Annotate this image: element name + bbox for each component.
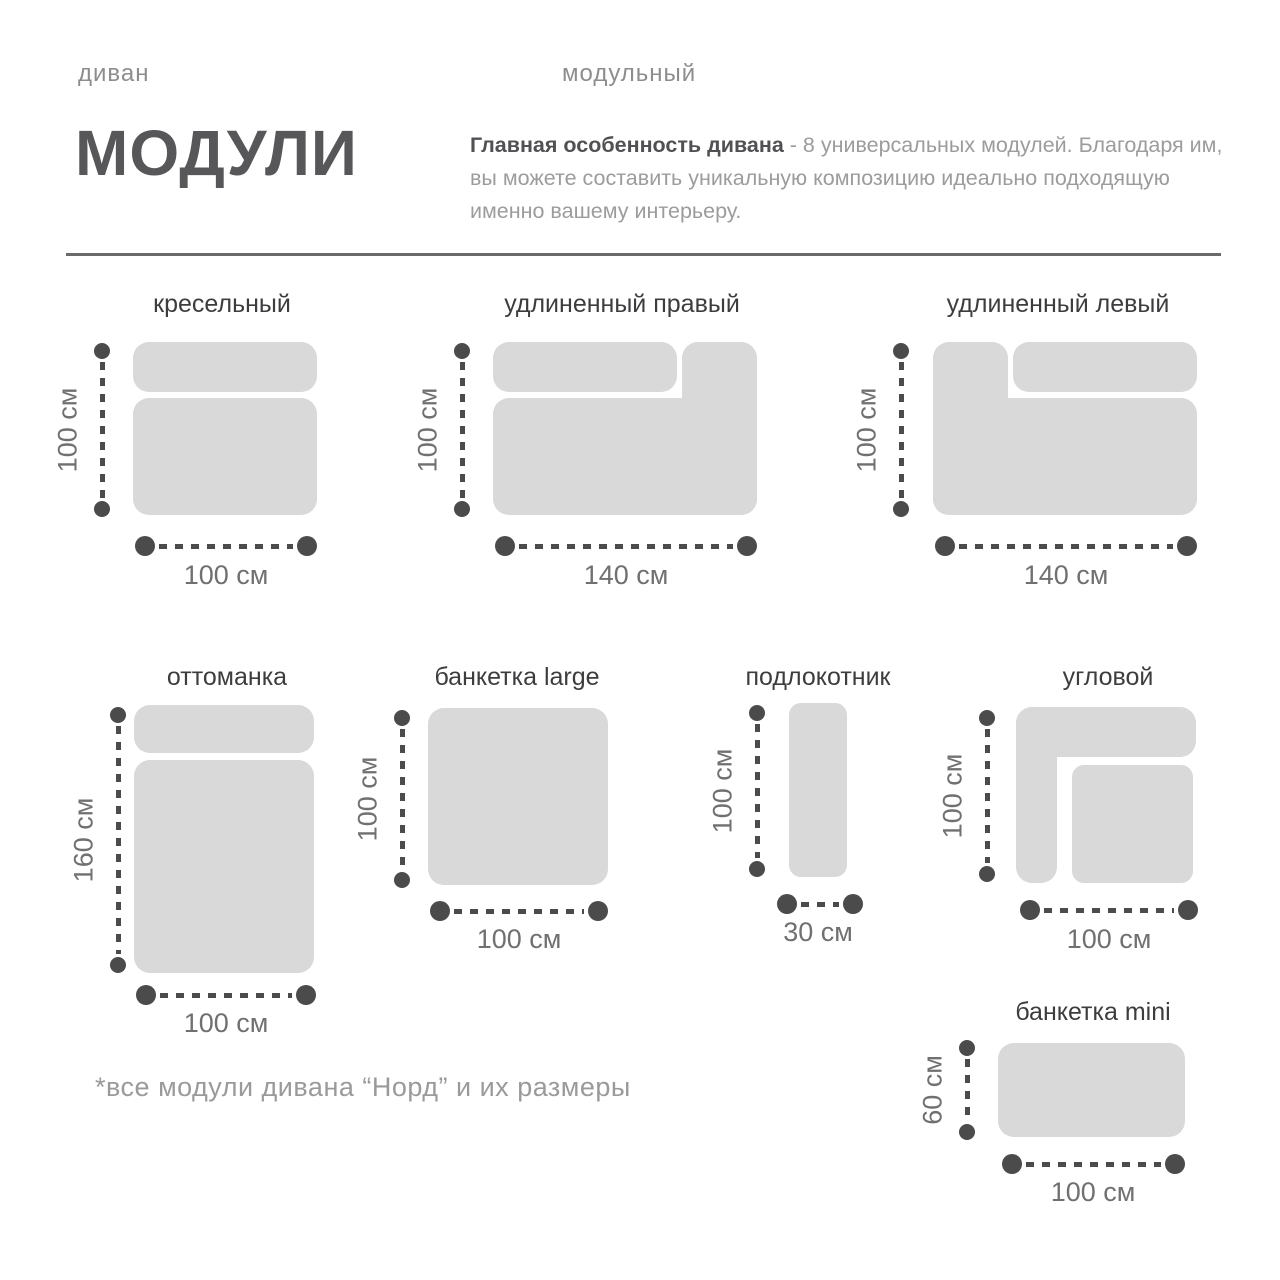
dashed-line bbox=[1026, 1162, 1161, 1167]
height-label: 100 см bbox=[412, 387, 443, 473]
seat-shape bbox=[133, 398, 317, 515]
dimension-dot bbox=[394, 710, 410, 726]
dimension-dot bbox=[495, 536, 515, 556]
width-label: 140 см bbox=[1023, 560, 1109, 590]
vertical-dimension bbox=[747, 705, 767, 877]
dashed-line bbox=[400, 729, 405, 869]
description-lead: Главная особенность дивана bbox=[470, 133, 784, 157]
module-title-ottomanka: оттоманка bbox=[166, 663, 288, 691]
dimension-dot bbox=[454, 501, 470, 517]
horizontal-dimension bbox=[135, 536, 317, 556]
horizontal-dimension bbox=[430, 901, 608, 921]
dimension-dot bbox=[454, 343, 470, 359]
backrest-shape bbox=[493, 342, 677, 392]
seat-shape bbox=[134, 760, 314, 973]
dimension-dot bbox=[110, 707, 126, 723]
dimension-dot bbox=[588, 901, 608, 921]
dashed-line bbox=[965, 1059, 970, 1121]
dimension-dot bbox=[110, 957, 126, 973]
dimension-dot bbox=[1165, 1154, 1185, 1174]
dimension-dot bbox=[297, 536, 317, 556]
seat-shape bbox=[428, 708, 608, 885]
dimension-dot bbox=[959, 1124, 975, 1140]
backrest-shape bbox=[133, 342, 317, 392]
width-label: 140 см bbox=[583, 560, 669, 590]
corner-seat-shape bbox=[1072, 765, 1193, 883]
height-label: 160 см bbox=[68, 797, 99, 883]
horizontal-dimension bbox=[777, 894, 863, 914]
module-title-udlinenny-pravy: удлиненный правый bbox=[504, 290, 740, 318]
dimension-dot bbox=[94, 501, 110, 517]
dashed-line bbox=[159, 544, 293, 549]
vertical-dimension bbox=[392, 710, 412, 888]
page-title: МОДУЛИ bbox=[75, 117, 358, 189]
horizontal-dimension bbox=[495, 536, 757, 556]
height-label: 100 см bbox=[851, 387, 882, 473]
module-title-banketka-mini: банкетка mini bbox=[1015, 998, 1171, 1026]
horizontal-dimension bbox=[935, 536, 1197, 556]
dashed-line bbox=[116, 726, 121, 954]
dimension-dot bbox=[843, 894, 863, 914]
seat-shape bbox=[998, 1043, 1185, 1137]
dashed-line bbox=[160, 993, 292, 998]
seat-shape bbox=[933, 398, 1197, 515]
dimension-dot bbox=[296, 985, 316, 1005]
dimension-dot bbox=[959, 1040, 975, 1056]
dimension-dot bbox=[1178, 900, 1198, 920]
dashed-line bbox=[100, 362, 105, 498]
backrest-shape bbox=[134, 705, 314, 753]
module-title-uglovoy: угловой bbox=[1062, 663, 1154, 691]
horizontal-dimension bbox=[1002, 1154, 1185, 1174]
vertical-dimension bbox=[108, 707, 128, 973]
dimension-dot bbox=[749, 861, 765, 877]
dimension-dot bbox=[777, 894, 797, 914]
dashed-line bbox=[454, 909, 584, 914]
width-label: 100 см bbox=[183, 1008, 269, 1038]
dimension-dot bbox=[1002, 1154, 1022, 1174]
module-title-kreselny: кресельный bbox=[153, 290, 291, 318]
divider-line bbox=[66, 253, 1221, 256]
height-label: 100 см bbox=[937, 753, 968, 839]
dimension-dot bbox=[935, 536, 955, 556]
seat-shape bbox=[493, 398, 757, 515]
width-label: 100 см bbox=[476, 924, 562, 954]
dimension-dot bbox=[893, 343, 909, 359]
footnote: *все модули дивана “Норд” и их размеры bbox=[95, 1072, 631, 1102]
vertical-dimension bbox=[957, 1040, 977, 1140]
description bbox=[470, 129, 1245, 228]
module-title-podlokotnik: подлокотник bbox=[745, 663, 891, 691]
vertical-dimension bbox=[891, 343, 911, 517]
dashed-line bbox=[899, 362, 904, 498]
dimension-dot bbox=[737, 536, 757, 556]
vertical-dimension bbox=[452, 343, 472, 517]
dimension-dot bbox=[979, 710, 995, 726]
dimension-dot bbox=[979, 866, 995, 882]
dimension-dot bbox=[1177, 536, 1197, 556]
vertical-dimension bbox=[977, 710, 997, 882]
page-label-divan: диван bbox=[78, 60, 150, 87]
vertical-dimension bbox=[92, 343, 112, 517]
width-label: 100 см bbox=[1050, 1177, 1136, 1207]
armrest-shape bbox=[789, 703, 847, 877]
width-label: 30 см bbox=[783, 917, 853, 947]
dimension-dot bbox=[430, 901, 450, 921]
dashed-line bbox=[985, 729, 990, 863]
dashed-line bbox=[801, 902, 839, 907]
dimension-dot bbox=[135, 536, 155, 556]
dimension-dot bbox=[94, 343, 110, 359]
module-title-udlinenny-levy: удлиненный левый bbox=[946, 290, 1170, 318]
width-label: 100 см bbox=[1066, 924, 1152, 954]
height-label: 100 см bbox=[707, 748, 738, 834]
dashed-line bbox=[460, 362, 465, 498]
dashed-line bbox=[1044, 908, 1174, 913]
height-label: 60 см bbox=[917, 1055, 948, 1125]
height-label: 100 см bbox=[352, 756, 383, 842]
description-body: - 8 универсальных модулей. Благодаря им, вы можете составить уникальную композицию идеально подходящую именно вашему интерьеру. bbox=[470, 133, 1223, 223]
dimension-dot bbox=[893, 501, 909, 517]
module-title-banketka-large: банкетка large bbox=[434, 663, 600, 691]
dimension-dot bbox=[1020, 900, 1040, 920]
backrest-shape bbox=[1013, 342, 1197, 392]
horizontal-dimension bbox=[136, 985, 316, 1005]
height-label: 100 см bbox=[52, 387, 83, 473]
width-label: 100 см bbox=[183, 560, 269, 590]
dashed-line bbox=[519, 544, 733, 549]
page-label-modulny: модульный bbox=[562, 60, 697, 87]
corner-side-shape bbox=[1016, 707, 1057, 883]
dimension-dot bbox=[394, 872, 410, 888]
dimension-dot bbox=[136, 985, 156, 1005]
horizontal-dimension bbox=[1020, 900, 1198, 920]
dashed-line bbox=[959, 544, 1173, 549]
dashed-line bbox=[755, 724, 760, 858]
dimension-dot bbox=[749, 705, 765, 721]
